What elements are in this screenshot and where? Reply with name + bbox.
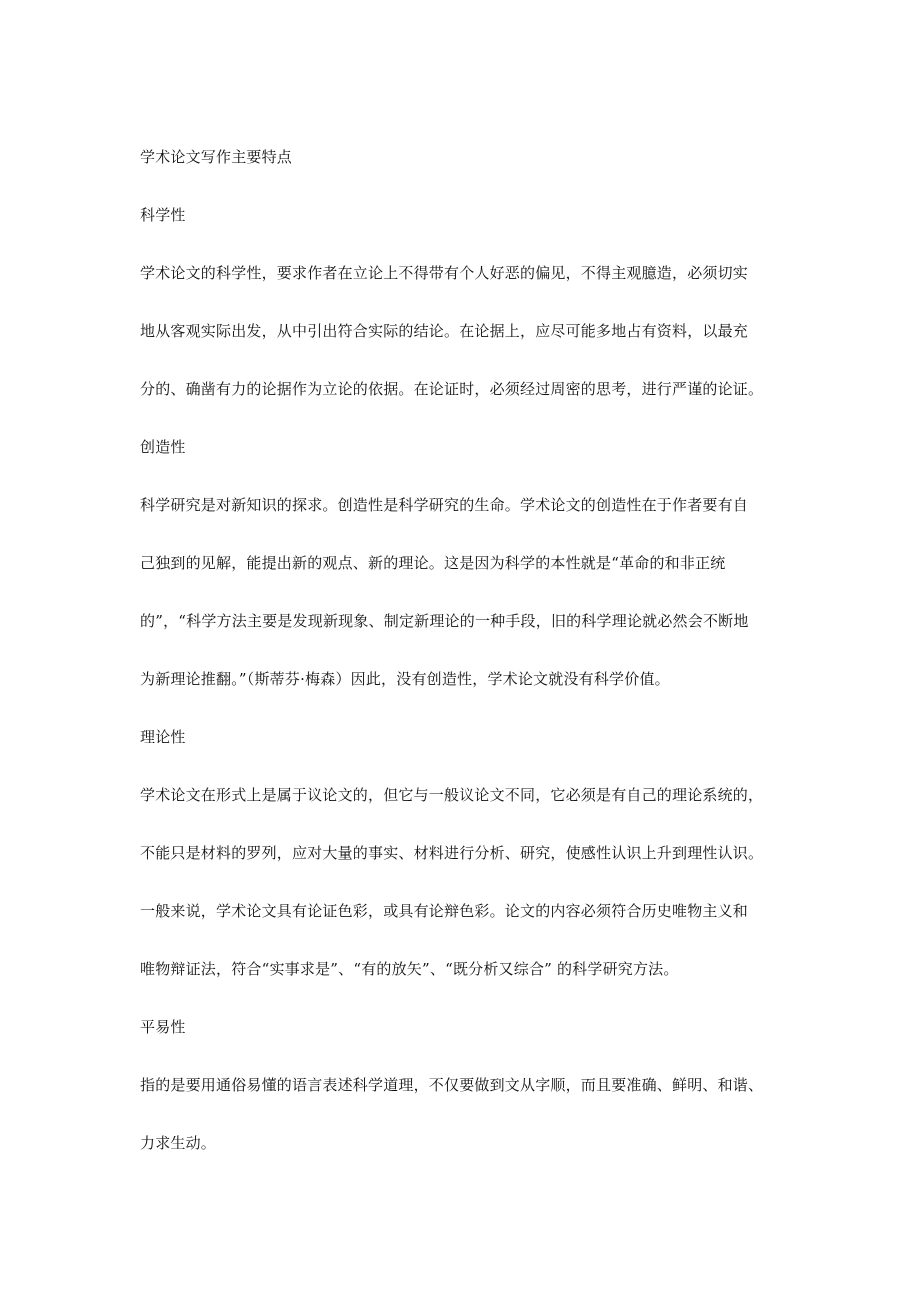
section-heading-creative: 创造性 xyxy=(140,438,186,456)
paragraph-line: 地从客观实际出发，从中引出符合实际的结论。在论据上，应尽可能多地占有资料，以最充 xyxy=(140,322,749,340)
section-heading-plain: 平易性 xyxy=(140,1018,186,1036)
paragraph-line: 学术论文的科学性，要求作者在立论上不得带有个人好恶的偏见，不得主观臆造，必须切实 xyxy=(140,264,749,282)
paragraph-line: 一般来说，学术论文具有论证色彩，或具有论辩色彩。论文的内容必须符合历史唯物主义和 xyxy=(140,902,749,920)
document-title: 学术论文写作主要特点 xyxy=(140,148,293,166)
paragraph-creative xyxy=(140,476,785,708)
paragraph-line: 的”，“科学方法主要是发现新现象、制定新理论的一种手段，旧的科学理论就必然会不断地 xyxy=(140,612,749,630)
paragraph-line: 己独到的见解，能提出新的观点、新的理论。这是因为科学的本性就是“革命的和非正统 xyxy=(140,554,726,572)
paragraph-line: 科学研究是对新知识的探求。创造性是科学研究的生命。学术论文的创造性在于作者要有自 xyxy=(140,496,749,514)
paragraph-line: 为新理论推翻。”（斯蒂芬·梅森）因此，没有创造性，学术论文就没有科学价值。 xyxy=(140,670,670,688)
paragraph-line: 唯物辩证法，符合“实事求是”、“有的放矢”、“既分析又综合” 的科学研究方法。 xyxy=(140,960,679,978)
paragraph-plain xyxy=(140,1056,785,1172)
document-body xyxy=(140,128,785,1172)
paragraph-theoretical xyxy=(140,766,785,998)
paragraph-line: 学术论文在形式上是属于议论文的，但它与一般议论文不同，它必须是有自己的理论系统的， xyxy=(140,786,764,804)
paragraph-line: 指的是要用通俗易懂的语言表述科学道理，不仅要做到文从字顺，而且要准确、鲜明、和谐、 xyxy=(140,1076,764,1094)
paragraph-scientific xyxy=(140,244,785,418)
section-heading-scientific: 科学性 xyxy=(140,206,186,224)
paragraph-line: 力求生动。 xyxy=(140,1134,217,1152)
paragraph-line: 不能只是材料的罗列，应对大量的事实、材料进行分析、研究，使感性认识上升到理性认识。 xyxy=(140,844,764,862)
section-heading-theoretical: 理论性 xyxy=(140,728,186,746)
paragraph-line: 分的、确凿有力的论据作为立论的依据。在论证时，必须经过周密的思考，进行严谨的论证。 xyxy=(140,380,764,398)
